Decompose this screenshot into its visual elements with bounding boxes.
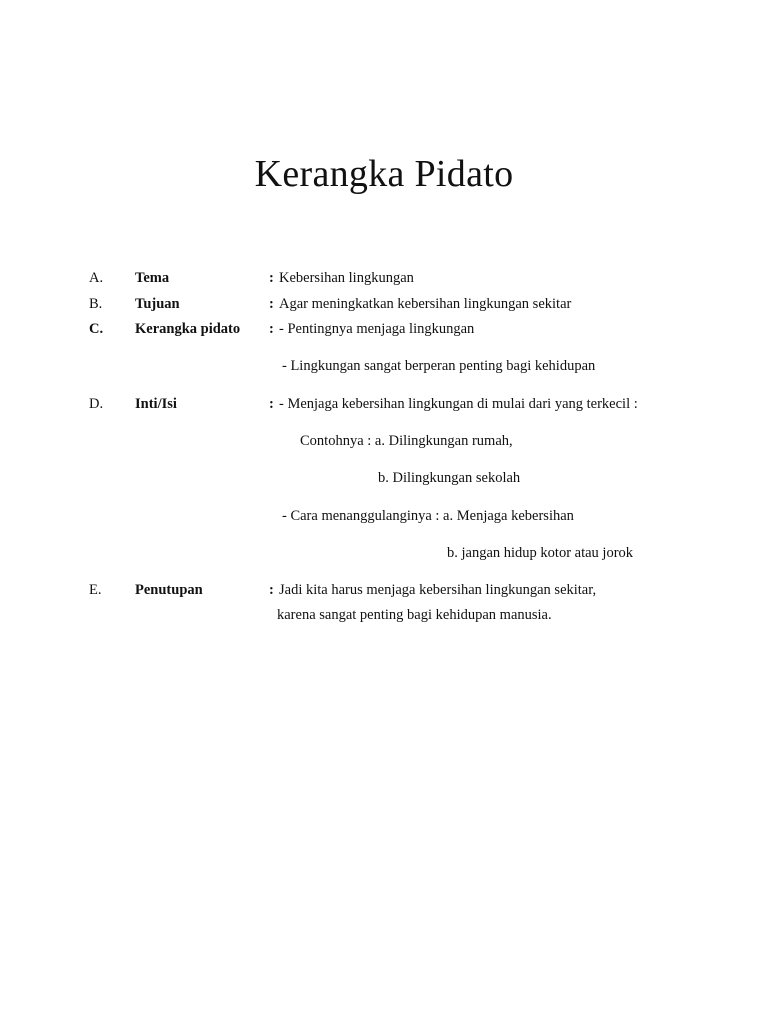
section-e-letter: E. <box>89 582 102 598</box>
section-b-colon: : <box>269 296 274 312</box>
section-c-letter: C. <box>89 321 104 337</box>
section-d-line-4: b. jangan hidup kotor atau jorok <box>447 545 634 561</box>
section-e-colon: : <box>269 582 274 598</box>
section-d-line-2: b. Dilingkungan sekolah <box>378 470 521 486</box>
section-e-label: Penutupan <box>135 582 203 598</box>
section-a-letter: A. <box>89 270 104 286</box>
section-b-letter: B. <box>89 296 103 312</box>
section-c-label: Kerangka pidato <box>135 321 241 337</box>
section-b-label: Tujuan <box>135 296 180 312</box>
document-title: Kerangka Pidato <box>254 153 514 195</box>
section-a-colon: : <box>269 270 274 286</box>
section-a-value: Kebersihan lingkungan <box>279 270 414 286</box>
section-e-line-1: karena sangat penting bagi kehidupan manusia. <box>277 607 552 623</box>
section-d-line-3: - Cara menanggulanginya : a. Menjaga kebersihan <box>282 508 574 524</box>
section-c-line-1: - Lingkungan sangat berperan penting bagi kehidupan <box>282 358 596 374</box>
section-e-value: Jadi kita harus menjaga kebersihan lingkungan sekitar, <box>279 582 597 598</box>
section-a-label: Tema <box>135 270 170 286</box>
section-c-colon: : <box>269 321 274 337</box>
section-d-line-1: Contohnya : a. Dilingkungan rumah, <box>300 433 513 449</box>
section-d-letter: D. <box>89 396 104 412</box>
section-d-label: Inti/Isi <box>135 396 177 412</box>
section-c-value: - Pentingnya menjaga lingkungan <box>279 321 475 337</box>
section-d-colon: : <box>269 396 274 412</box>
section-d-value: - Menjaga kebersihan lingkungan di mulai dari yang terkecil : <box>279 396 638 412</box>
section-b-value: Agar meningkatkan kebersihan lingkungan sekitar <box>279 296 572 312</box>
